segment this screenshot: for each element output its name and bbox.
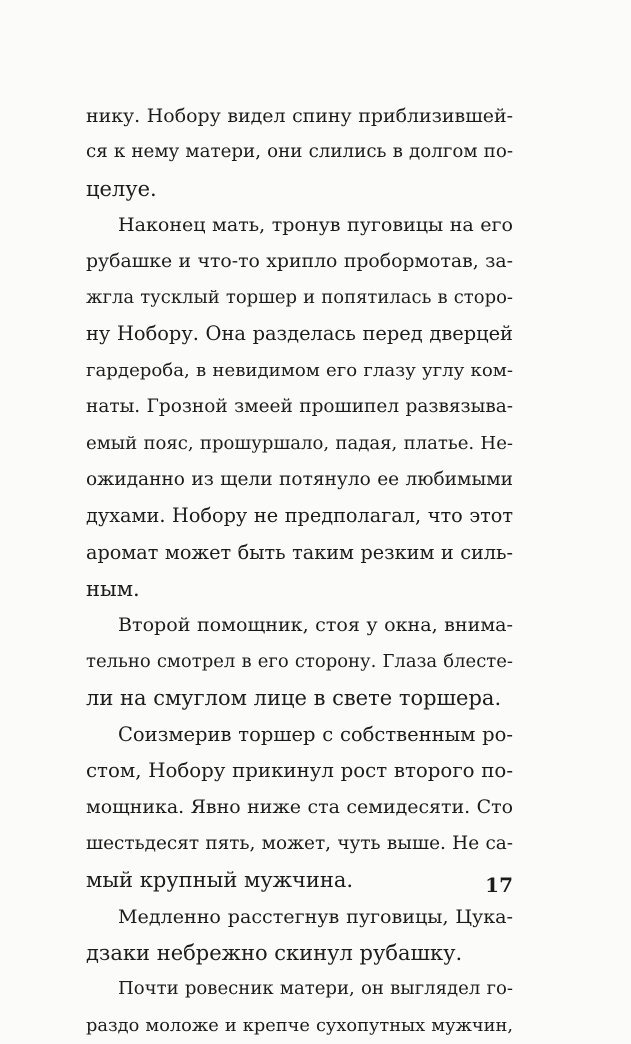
text-line: ли на смуглом лице в свете торшера. (86, 686, 502, 711)
text-line: Соизмерив торшер с собственным ро- (118, 722, 513, 746)
text-line: тельно смотрел в его сторону. Глаза блесте- (86, 650, 513, 672)
text-line: Почти ровесник матери, он выглядел го- (118, 978, 513, 1000)
text-line: нику. Нобору видел спину приблизившей- (86, 105, 513, 127)
text-line: дзаки небрежно скинул рубашку. (86, 940, 463, 965)
text-line: гардероба, в невидимом его глазу углу ком- (86, 359, 513, 381)
page-text (86, 98, 513, 1044)
text-line: шестьдесят пять, может, чуть выше. Не са- (86, 832, 513, 854)
text-line: наты. Грозной змеей прошипел развязыва- (86, 396, 513, 418)
text-line: Второй помощник, стоя у окна, внима- (118, 614, 513, 637)
text-line: ным. (86, 577, 140, 602)
text-line: мощника. Явно ниже ста семидесяти. Сто (86, 796, 513, 819)
text-line: Медленно расстегнув пуговицы, Цука- (118, 904, 513, 928)
text-line: раздо моложе и крепче сухопутных мужчин, (86, 1015, 513, 1036)
text-line: Наконец мать, тронув пуговицы на его (118, 214, 513, 237)
text-line: целуе. (86, 176, 157, 201)
text-line: жгла тусклый торшер и попятилась в сторо- (86, 286, 513, 308)
text-line: рубашке и что-то хрипло пробормотав, за- (86, 250, 513, 272)
text-line: духами. Нобору не предполагал, что этот (86, 504, 513, 528)
text-line: ожиданно из щели потянуло ее любимыми (86, 468, 513, 490)
text-line: ся к нему матери, они слились в долгом по- (86, 141, 513, 163)
text-line: аромат может быть таким резким и силь- (86, 540, 513, 564)
text-line: ну Нобору. Она разделась перед дверцей (86, 322, 513, 346)
text-line: мый крупный мужчина. (86, 868, 354, 893)
text-line: емый пояс, прошуршало, падая, платье. Не- (86, 432, 513, 454)
page-number: 17 (485, 873, 513, 897)
text-line: стом, Нобору прикинул рост второго по- (86, 759, 513, 783)
